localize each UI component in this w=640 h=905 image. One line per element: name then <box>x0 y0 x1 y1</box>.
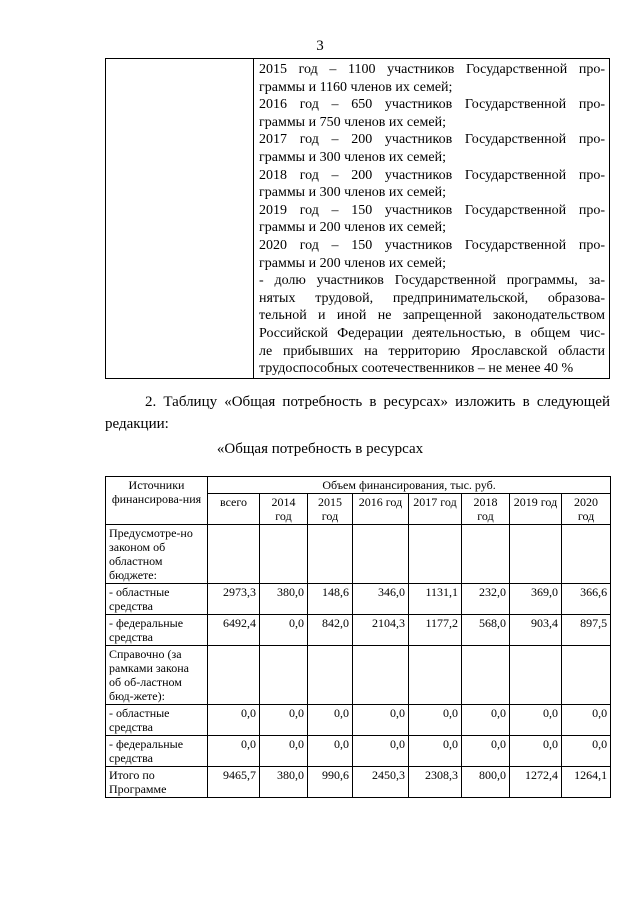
cell-year-value <box>510 525 562 584</box>
cell-year-value: 380,0 <box>260 584 308 615</box>
cell-year-value <box>409 525 462 584</box>
cell-year-value <box>260 646 308 705</box>
cell-total: 2973,3 <box>208 584 260 615</box>
indicator-item: 2020 год – 150 участников Государственной про- граммы и 200 членов их семей; <box>259 237 605 271</box>
table-row <box>106 736 611 767</box>
cell-year-value: 0,0 <box>409 705 462 736</box>
cell-total: 0,0 <box>208 736 260 767</box>
indicator-item: 2016 год – 650 участников Государственной про- граммы и 750 членов их семей; <box>259 97 605 130</box>
cell-year-value: 1264,1 <box>562 767 611 798</box>
cell-total: 9465,7 <box>208 767 260 798</box>
cell-year-value: 990,6 <box>308 767 353 798</box>
header-volume: Объем финансирования, тыс. руб. <box>208 477 611 494</box>
cell-year-value: 903,4 <box>510 615 562 646</box>
header-year: 2015 год <box>308 494 353 525</box>
cell-year-value: 1177,2 <box>409 615 462 646</box>
cell-year-value: 0,0 <box>260 705 308 736</box>
table-row <box>106 646 611 705</box>
table-row <box>106 584 611 615</box>
table-row <box>106 615 611 646</box>
indicators-value-cell <box>254 59 610 379</box>
row-label: - областные средства <box>106 584 208 615</box>
indicators-label-cell <box>106 59 254 379</box>
header-year: 2020 год <box>562 494 611 525</box>
cell-total <box>208 646 260 705</box>
header-total: всего <box>208 494 260 525</box>
page-number: 3 <box>316 38 324 54</box>
indicator-item: 2015 год – 1100 участников Государственной про- граммы и 1160 членов их семей; <box>259 62 605 95</box>
cell-year-value: 232,0 <box>462 584 510 615</box>
cell-year-value: 1272,4 <box>510 767 562 798</box>
indicators-table <box>105 58 610 379</box>
cell-year-value: 0,0 <box>462 705 510 736</box>
cell-year-value: 0,0 <box>562 705 611 736</box>
table-row <box>106 525 611 584</box>
cell-year-value <box>308 646 353 705</box>
table-row <box>106 705 611 736</box>
cell-year-value <box>260 525 308 584</box>
indicator-item: 2017 год – 200 участников Государственной про- граммы и 300 членов их семей; <box>259 132 605 165</box>
indicator-share-text: - долю участников Государственной программы, за- нятых трудовой, предпринимательской, образова- тельной и иной не запрещенной законодательством Российской Федерации деятельностью, в общем чис- ле прибывших на территорию Ярославской области трудоспособных соотечественников – не менее 40 % <box>259 273 605 377</box>
cell-year-value: 380,0 <box>260 767 308 798</box>
header-year: 2018 год <box>462 494 510 525</box>
cell-year-value: 0,0 <box>562 736 611 767</box>
cell-year-value: 0,0 <box>260 736 308 767</box>
header-source: Источники финансирова-ния <box>106 477 208 525</box>
row-label: - федеральные средства <box>106 736 208 767</box>
cell-year-value: 0,0 <box>462 736 510 767</box>
cell-year-value: 2450,3 <box>353 767 409 798</box>
cell-year-value: 148,6 <box>308 584 353 615</box>
row-label: Справочно (за рамками закона об об-ластном бюд-жете): <box>106 646 208 705</box>
row-label: - федеральные средства <box>106 615 208 646</box>
cell-total: 6492,4 <box>208 615 260 646</box>
header-year: 2017 год <box>409 494 462 525</box>
cell-year-value <box>409 646 462 705</box>
cell-year-value: 897,5 <box>562 615 611 646</box>
resource-table-body <box>106 525 611 798</box>
cell-year-value: 2308,3 <box>409 767 462 798</box>
row-label: - областные средства <box>106 705 208 736</box>
resource-table <box>105 476 611 798</box>
cell-year-value: 366,6 <box>562 584 611 615</box>
cell-year-value: 0,0 <box>353 705 409 736</box>
header-year: 2019 год <box>510 494 562 525</box>
cell-year-value: 1131,1 <box>409 584 462 615</box>
indicator-item: 2019 год – 150 участников Государственной про- граммы и 200 членов их семей; <box>259 202 605 236</box>
cell-year-value: 842,0 <box>308 615 353 646</box>
cell-year-value: 0,0 <box>260 615 308 646</box>
cell-year-value: 0,0 <box>308 736 353 767</box>
cell-year-value <box>353 525 409 584</box>
cell-year-value: 0,0 <box>510 736 562 767</box>
cell-year-value: 0,0 <box>409 736 462 767</box>
cell-year-value <box>462 525 510 584</box>
cell-year-value: 0,0 <box>510 705 562 736</box>
cell-year-value: 2104,3 <box>353 615 409 646</box>
cell-year-value: 0,0 <box>308 705 353 736</box>
table-row <box>106 767 611 798</box>
cell-year-value: 346,0 <box>353 584 409 615</box>
cell-total: 0,0 <box>208 705 260 736</box>
cell-year-value <box>510 646 562 705</box>
amendment-paragraph: 2. Таблицу «Общая потребность в ресурсах» изложить в следующей редакции: <box>105 394 610 432</box>
row-label: Предусмотре-но законом об областном бюджете: <box>106 525 208 584</box>
cell-year-value: 800,0 <box>462 767 510 798</box>
table-caption: «Общая потребность в ресурсах <box>216 441 424 457</box>
cell-year-value <box>462 646 510 705</box>
cell-year-value: 568,0 <box>462 615 510 646</box>
row-label: Итого по Программе <box>106 767 208 798</box>
cell-year-value: 369,0 <box>510 584 562 615</box>
cell-year-value: 0,0 <box>353 736 409 767</box>
cell-year-value <box>308 525 353 584</box>
cell-year-value <box>562 646 611 705</box>
cell-year-value <box>562 525 611 584</box>
cell-year-value <box>353 646 409 705</box>
header-year: 2014 год <box>260 494 308 525</box>
cell-total <box>208 525 260 584</box>
header-year: 2016 год <box>353 494 409 525</box>
indicator-item: 2018 год – 200 участников Государственной про- граммы и 300 членов их семей; <box>259 167 605 201</box>
